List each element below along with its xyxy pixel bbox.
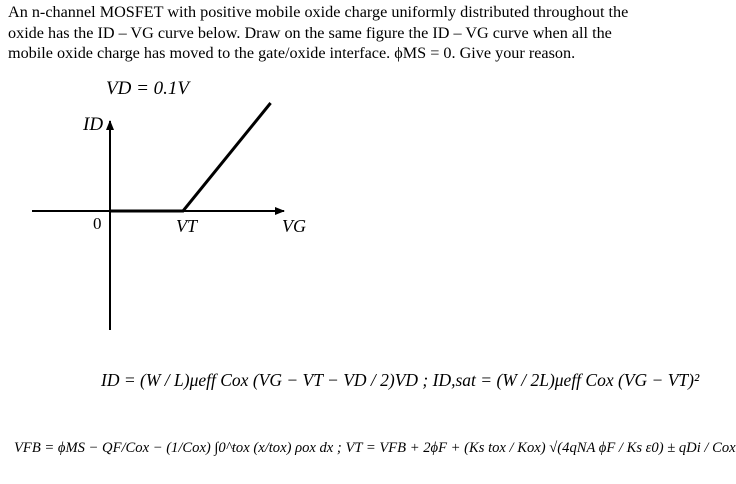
id-vg-curve	[110, 103, 271, 211]
current-equation	[101, 370, 699, 391]
vd-label-text: VD = 0.1V	[106, 78, 190, 99]
origin-label	[93, 214, 102, 234]
vt-label-text: VT	[176, 216, 198, 236]
y-axis-label	[83, 114, 103, 136]
threshold-equation	[14, 440, 736, 457]
current-equation-text: ID = (W / L)μeff Cox (VG − VT − VD / 2)VD ; ID,sat = (W / 2L)μeff Cox (VG − VT)²	[101, 370, 700, 390]
x-axis-label	[282, 216, 306, 237]
question-text: An n-channel MOSFET with positive mobile oxide charge uniformly distributed throughout the oxide has the ID – VG curve below. Draw on the same figure the ID – VG curve when all the mobile oxide charge has moved to the gate/oxide interface. ϕMS = 0. Give your reason.	[8, 3, 629, 62]
vd-label	[106, 78, 189, 100]
threshold-equation-text: VFB = ϕMS − QF/Cox − (1/Cox) ∫0^tox (x/tox) ρox dx ; VT = VFB + 2ϕF + (Ks tox / Kox) √(4qNA ϕF / Ks ε0) ± qDi / Cox	[14, 440, 736, 456]
x-axis-label-text: VG	[282, 216, 306, 236]
y-axis-label-text: ID	[83, 114, 104, 135]
vt-label	[176, 216, 197, 237]
origin-label-text: 0	[93, 214, 102, 233]
